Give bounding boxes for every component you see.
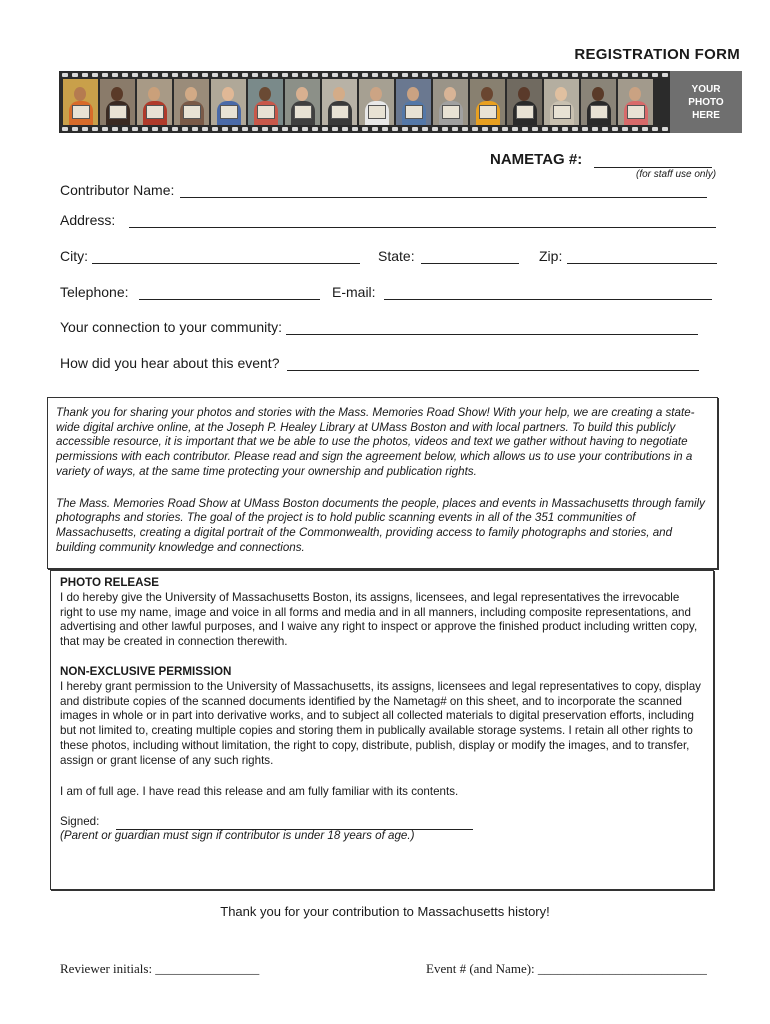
signature-input[interactable] xyxy=(116,817,473,830)
contributor-name-label: Contributor Name: xyxy=(60,182,175,198)
photo-release-title: PHOTO RELEASE xyxy=(60,576,159,589)
reviewer-initials-field[interactable]: Reviewer initials: ________________ xyxy=(60,961,260,976)
contributor-photo-frames xyxy=(63,79,653,125)
address-input[interactable] xyxy=(129,213,716,228)
guardian-note: (Parent or guardian must sign if contributor is under 18 years of age.) xyxy=(60,829,415,842)
permission-text: I hereby grant permission to the University of Massachusetts, its assigns, licensees and legal representatives to copy, display and distribute copies of the scanned documents identified by the Nametag# on this sheet, and to incorporate the scanned images in whole or in part into derivative works, and to subject all collected materials to digital preservation efforts, including but not limited to, creating multiple copies and storing them in publically available storage systems. I retain all other rights to these photos, including without limitation, the right to copy, distribute, publish, display or modify the images, and to transfer, assign or grant license of any such rights. xyxy=(60,679,701,767)
signature-row xyxy=(60,815,705,830)
film-photo xyxy=(470,79,505,125)
permission-title: NON-EXCLUSIVE PERMISSION xyxy=(60,665,232,678)
connection-row xyxy=(60,319,698,335)
photo-placeholder-line: HERE xyxy=(692,109,720,121)
film-photo xyxy=(322,79,357,125)
film-photo xyxy=(285,79,320,125)
film-perforations-top xyxy=(59,72,745,78)
email-label: E-mail: xyxy=(332,284,376,300)
connection-label: Your connection to your community: xyxy=(60,319,283,335)
zip-input[interactable] xyxy=(567,249,717,264)
photo-placeholder[interactable] xyxy=(670,71,742,133)
intro-box xyxy=(47,397,718,569)
city-label: City: xyxy=(60,248,88,264)
nametag-label: NAMETAG #: xyxy=(490,151,583,168)
telephone-input[interactable] xyxy=(139,285,320,300)
film-photo xyxy=(248,79,283,125)
film-photo xyxy=(211,79,246,125)
hear-about-row xyxy=(60,355,699,371)
photo-placeholder-line: PHOTO xyxy=(688,96,724,108)
staff-use-note: (for staff use only) xyxy=(636,169,717,180)
film-photo xyxy=(396,79,431,125)
hear-about-input[interactable] xyxy=(287,356,699,371)
telephone-label: Telephone: xyxy=(60,284,129,300)
film-photo xyxy=(433,79,468,125)
permission-section xyxy=(60,665,705,769)
city-input[interactable] xyxy=(92,249,360,264)
film-perforations-bottom xyxy=(59,126,745,132)
contributor-name-row xyxy=(60,182,707,198)
telephone-row xyxy=(60,284,320,300)
state-label: State: xyxy=(378,248,415,264)
photo-filmstrip xyxy=(59,71,742,133)
address-row xyxy=(60,212,716,228)
signed-label: Signed: xyxy=(60,815,100,828)
email-input[interactable] xyxy=(384,285,712,300)
hear-about-label: How did you hear about this event? xyxy=(60,355,280,371)
film-photo xyxy=(174,79,209,125)
city-row xyxy=(60,248,360,264)
film-photo xyxy=(581,79,616,125)
film-photo xyxy=(544,79,579,125)
zip-label: Zip: xyxy=(539,248,563,264)
event-name-field[interactable]: Event # (and Name): __________________________ xyxy=(426,961,707,976)
connection-input[interactable] xyxy=(286,320,698,335)
film-photo xyxy=(100,79,135,125)
state-input[interactable] xyxy=(421,249,519,264)
photo-release-section xyxy=(60,576,705,650)
intro-paragraph: The Mass. Memories Road Show at UMass Boston documents the people, places and events in Massachusetts through family photographs and stories. The goal of the project is to hold public scanning events in all of the 351 communities of Massachusetts, creating a digital portrait of the Commonwealth, providing access to family photographs and stories, and building community knowledge and connections. xyxy=(56,496,705,554)
form-title: REGISTRATION FORM xyxy=(574,46,740,63)
intro-paragraph: Thank you for sharing your photos and stories with the Mass. Memories Road Show! With your help, we are creating a state-wide digital archive online, at the Joseph P. Healey Library at UMass Boston and with local partners. To build this publicly accessible resource, it is important that we be able to use the photos, videos and text we gather without having to negotiate permissions with each contributor. Please read and sign the agreement below, which allows us to use your contributions in a variety of ways, at the same time protecting your ownership and publication rights. xyxy=(56,406,695,478)
film-photo xyxy=(359,79,394,125)
state-row xyxy=(378,248,519,264)
email-row xyxy=(332,284,712,300)
nametag-input-line[interactable] xyxy=(594,153,712,168)
film-photo xyxy=(137,79,172,125)
nametag-field xyxy=(490,151,712,168)
photo-placeholder-line: YOUR xyxy=(691,83,721,95)
photo-release-text: I do hereby give the University of Massachusetts Boston, its assigns, licensees, and legal representatives the irrevocable right to use my name, image and voice in all forms and media and in all manners, including composite representations, and advertising and other lawful purposes, and I waive any right to inspect or approve the finished product including written copy, that may be created in connection therewith. xyxy=(60,590,698,649)
release-box xyxy=(50,570,714,890)
film-photo xyxy=(507,79,542,125)
film-photo xyxy=(618,79,653,125)
age-statement: I am of full age. I have read this release and am fully familiar with its contents. xyxy=(60,785,459,798)
thanks-message: Thank you for your contribution to Massachusetts history! xyxy=(220,904,550,919)
contributor-name-input[interactable] xyxy=(180,183,707,198)
zip-row xyxy=(539,248,717,264)
address-label: Address: xyxy=(60,212,116,228)
film-photo xyxy=(63,79,98,125)
